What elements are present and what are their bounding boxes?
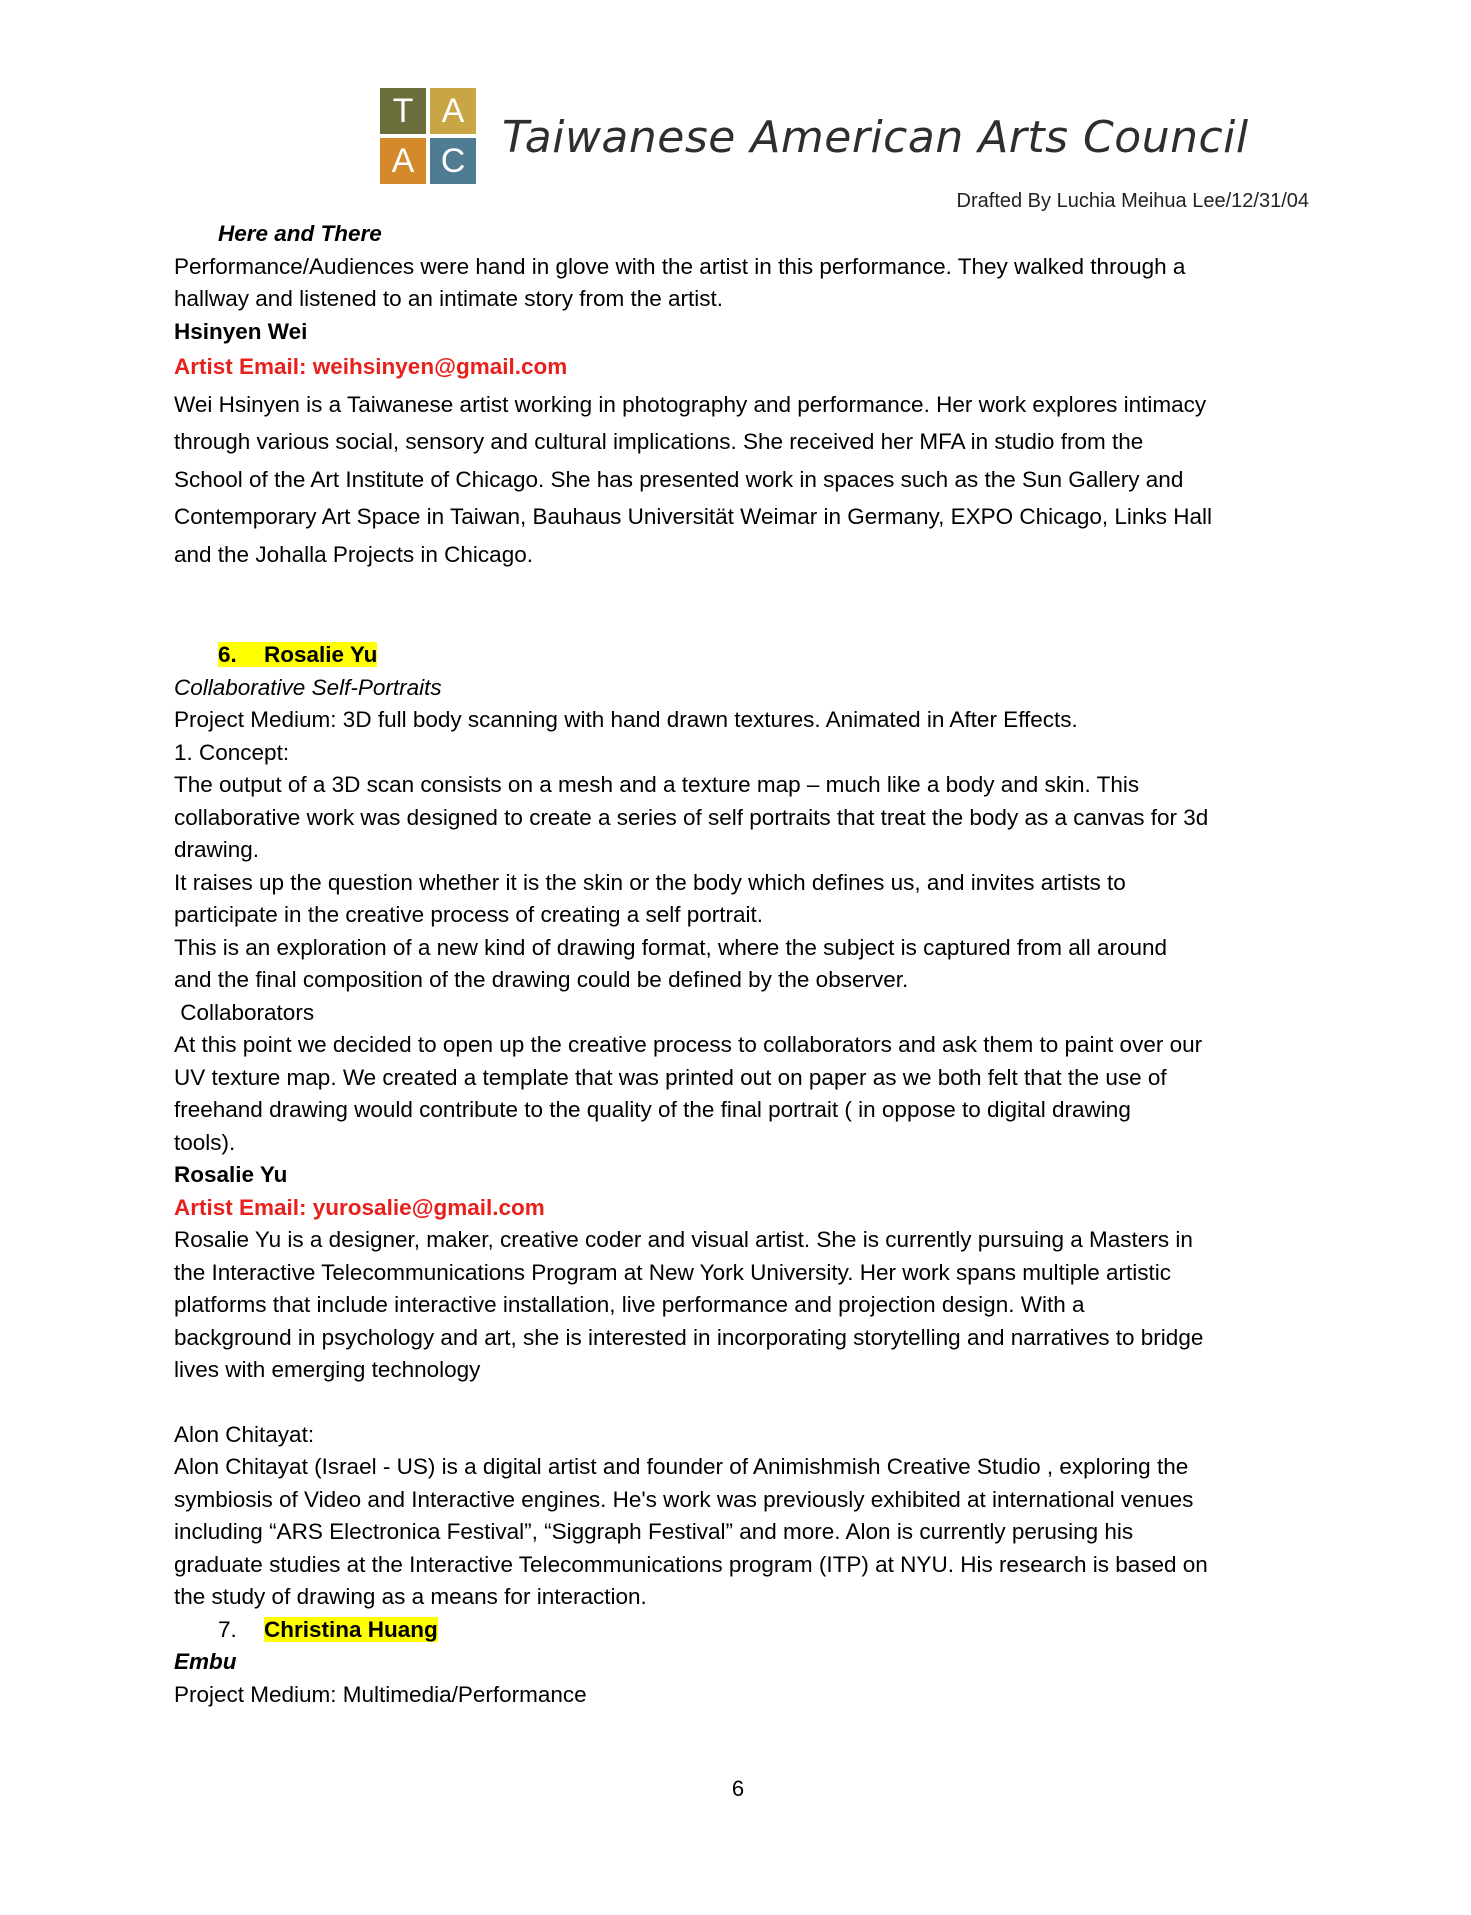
drafted-by: Drafted By Luchia Meihua Lee/12/31/04 [956, 190, 1309, 212]
text-line: through various social, sensory and cultural implications. She received her MFA in studio from the [174, 429, 1144, 454]
text-line: Contemporary Art Space in Taiwan, Bauhaus Universität Weimar in Germany, EXPO Chicago, Links Hall [174, 504, 1212, 529]
spacer [174, 1387, 1314, 1419]
text-line: symbiosis of Video and Interactive engines. He's work was previously exhibited at international venues [174, 1486, 1194, 1512]
text-line: collaborative work was designed to create a series of self portraits that treat the body as a canvas for 3d [174, 804, 1209, 830]
collaborator-bio [174, 1451, 1314, 1614]
artist-email-hsinyen[interactable]: Artist Email: weihsinyen@gmail.com [174, 354, 568, 379]
text-line: At this point we decided to open up the creative process to collaborators and ask them to paint over our [174, 1032, 1203, 1057]
text-line: It raises up the question whether it is the skin or the body which defines us, and invites artists to [174, 869, 1126, 895]
text-line: Rosalie Yu is a designer, maker, creative coder and visual artist. She is currently pursuing a Masters in [174, 1227, 1193, 1252]
artist-name-rosalie-yu: Rosalie Yu [174, 1162, 288, 1187]
document-body [174, 218, 1314, 1711]
text-line: Wei Hsinyen is a Taiwanese artist working in photography and performance. Her work explores intimacy [174, 391, 1207, 417]
project-title-here-and-there: Here and There [218, 221, 382, 246]
here-there-description [174, 251, 1314, 316]
collaborator-heading: Alon Chitayat: [174, 1421, 315, 1447]
artist-name-hsinyen-wei: Hsinyen Wei [174, 318, 308, 344]
text-line: Collaborators [174, 999, 315, 1025]
logo-tile-a: A [430, 88, 476, 134]
rosalie-project-text [174, 704, 1314, 1159]
project-title-collaborative-self-portraits: Collaborative Self-Portraits [174, 674, 442, 700]
logo-tile-c: C [430, 138, 476, 184]
text-line: The output of a 3D scan consists on a mesh and a texture map – much like a body and skin. This [174, 772, 1140, 797]
section-number: 6. Rosalie Yu [218, 642, 378, 667]
section-heading-rosalie-yu [174, 639, 1314, 672]
text-line: freehand drawing would contribute to the quality of the final portrait ( in oppose to digital drawing [174, 1097, 1131, 1122]
highlighted-name: Christina Huang [264, 1616, 438, 1642]
text-line: lives with emerging technology [174, 1357, 481, 1382]
text-line: Alon Chitayat (Israel - US) is a digital artist and founder of Animishmish Creative Studio , exploring the [174, 1454, 1189, 1479]
hsinyen-bio-block [174, 348, 1314, 573]
org-name: Taiwanese American Arts Council [502, 112, 1249, 163]
logo-tile-a2: A [380, 138, 426, 184]
text-line: participate in the creative process of creating a self portrait. [174, 902, 764, 927]
project-title-embu: Embu [174, 1649, 237, 1674]
text-line: including “ARS Electronica Festival”, “Siggraph Festival” and more. Alon is currently perusing his [174, 1519, 1134, 1544]
text-line: drawing. [174, 837, 260, 862]
text-line: graduate studies at the Interactive Telecommunications program (ITP) at NYU. His research is based on [174, 1551, 1208, 1577]
text-line: hallway and listened to an intimate story from the artist. [174, 286, 724, 311]
artist-email-rosalie[interactable]: Artist Email: yurosalie@gmail.com [174, 1194, 545, 1220]
spacer [174, 573, 1314, 639]
text-line: Performance/Audiences were hand in glove with the artist in this performance. They walked through a [174, 253, 1186, 279]
rosalie-bio [174, 1224, 1314, 1387]
text-line: 1. Concept: [174, 739, 290, 765]
text-line: tools). [174, 1129, 236, 1155]
project-medium-christina: Project Medium: Multimedia/Performance [174, 1681, 587, 1707]
text-line: School of the Art Institute of Chicago. She has presented work in spaces such as the Sun Gallery and [174, 466, 1184, 492]
section-heading-christina-huang [174, 1614, 1314, 1647]
text-line: UV texture map. We created a template that was printed out on paper as we both felt that the use of [174, 1064, 1167, 1090]
text-line: and the final composition of the drawing could be defined by the observer. [174, 967, 909, 992]
taac-logo [380, 88, 476, 184]
text-line: background in psychology and art, she is interested in incorporating storytelling and narratives to bridge [174, 1324, 1204, 1350]
text-line: platforms that include interactive installation, live performance and projection design. With a [174, 1292, 1085, 1317]
text-line: Project Medium: 3D full body scanning with hand drawn textures. Animated in After Effects. [174, 707, 1078, 732]
section-number: 7. [218, 1616, 237, 1642]
page-number: 6 [731, 1776, 745, 1801]
text-line: the study of drawing as a means for interaction. [174, 1584, 647, 1609]
text-line: the Interactive Telecommunications Program at New York University. Her work spans multiple artistic [174, 1259, 1172, 1285]
logo-tile-t: T [380, 88, 426, 134]
text-line: This is an exploration of a new kind of drawing format, where the subject is captured from all around [174, 934, 1168, 960]
text-line: and the Johalla Projects in Chicago. [174, 541, 533, 567]
